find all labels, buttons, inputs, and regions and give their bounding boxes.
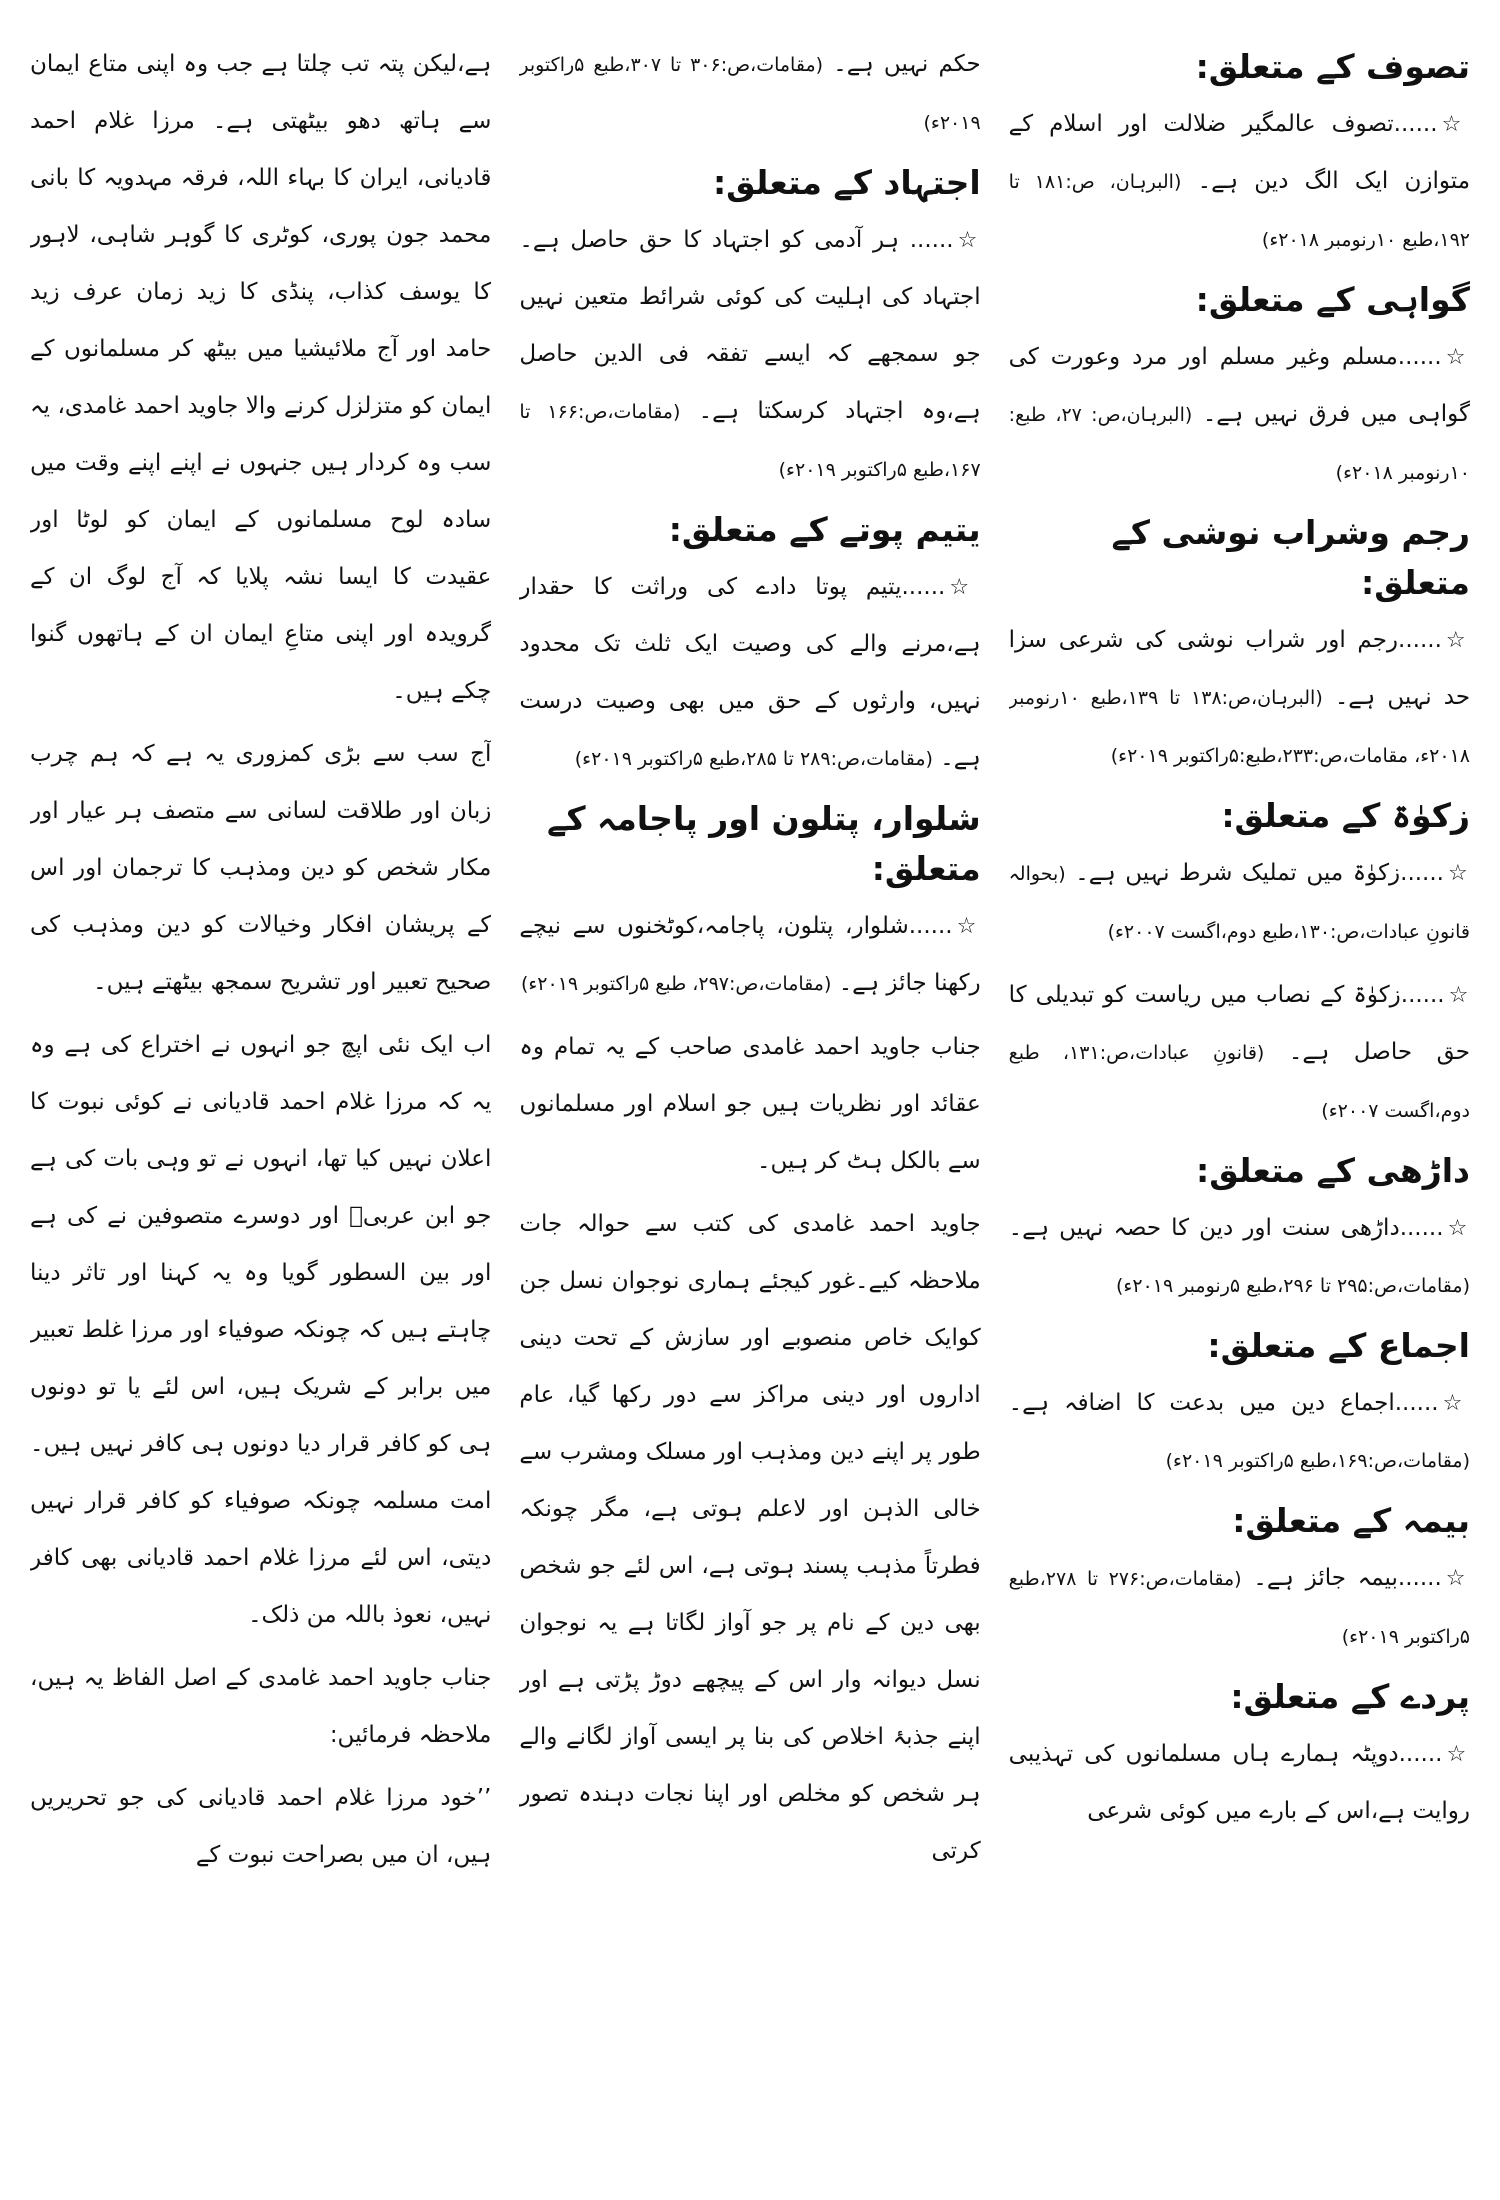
paragraph xyxy=(519,1019,980,1190)
citation: (قانونِ عبادات،ص:۱۳۱، طبع دوم،اگست ۲۰۰۷ء) xyxy=(1008,1042,1470,1122)
star-icon: ☆ xyxy=(949,575,981,600)
star-icon: ☆ xyxy=(1445,345,1470,370)
star-icon: ☆ xyxy=(1448,983,1470,1008)
paragraph-text: حکم نہیں ہے۔ xyxy=(833,51,981,77)
paragraph xyxy=(1009,845,1470,961)
star-icon: ☆ xyxy=(1442,1391,1470,1416)
paragraph xyxy=(30,36,491,720)
citation: (مقامات،ص:۲۷۶ تا ۲۷۸،طبع ۵راکتوبر ۲۰۱۹ء) xyxy=(1008,1568,1470,1648)
section-heading: پردے کے متعلق: xyxy=(1230,1677,1470,1716)
paragraph-text: ہے،لیکن پتہ تب چلتا ہے جب وہ اپنی متاع ایمان سے ہاتھ دھو بیٹھتی ہے۔ مرزا غلام احمد قادیانی، ایران کا بہاء اللہ، فرقہ مہدویہ کا بانی محمد جون پوری، کوٹری کا گوہر شاہی، لاہور کا یوسف کذاب، پنڈی کا زید زمان عرف زید حامد اور آج ملائیشیا میں بیٹھ کر مسلمانوں کے ایمان کو متزلزل کرنے والا جاوید احمد غامدی، یہ سب وہ کردار ہیں جنہوں نے اپنے اپنے وقت میں سادہ لوح مسلمانوں کے ایمان کو لوٹا اور عقیدت کا ایسا نشہ پلایا کہ آج لوگ ان کے گرویدہ اور اپنی متاعِ ایمان ان کے ہاتھوں گنوا چکے ہیں۔ xyxy=(30,51,492,704)
paragraph-text: ......زکوٰۃ کے نصاب میں ریاست کو تبدیلی کا حق حاصل ہے۔ xyxy=(1008,982,1470,1065)
citation: (مقامات،ص:۱۶۹،طبع ۵راکتوبر ۲۰۱۹ء) xyxy=(1165,1450,1470,1472)
column-left xyxy=(30,36,491,2180)
section-heading: گواہی کے متعلق: xyxy=(1195,280,1470,319)
star-icon: ☆ xyxy=(1445,628,1470,653)
paragraph xyxy=(30,1017,491,1644)
paragraph-text: جناب جاوید احمد غامدی کے اصل الفاظ یہ ہیں، ملاحظہ فرمائیں: xyxy=(30,1665,492,1748)
column-right xyxy=(1009,36,1470,2180)
paragraph-text: ......یتیم پوتا دادے کی وراثت کا حقدار ہے،مرنے والے کی وصیت ایک ثلث تک محدود نہیں، وارثوں کے حق میں بھی وصیت درست ہے۔ xyxy=(519,574,981,771)
paragraph xyxy=(1009,1550,1470,1666)
citation: (البرہان، ص:۱۸۱ تا ۱۹۲،طبع ۱۰رنومبر ۲۰۱۸ء) xyxy=(1008,171,1470,251)
star-icon: ☆ xyxy=(1445,1566,1470,1591)
star-icon: ☆ xyxy=(1447,1216,1470,1241)
citation: (بحوالہ قانونِ عبادات،ص:۱۳۰،طبع دوم،اگست ۲۰۰۷ء) xyxy=(1008,863,1470,943)
paragraph-text: ......بیمہ جائز ہے۔ xyxy=(1253,1565,1442,1591)
paragraph xyxy=(1009,612,1470,785)
section-heading: رجم وشراب نوشی کے متعلق: xyxy=(1111,513,1470,602)
section-heading: اجماع کے متعلق: xyxy=(1207,1326,1470,1365)
paragraph xyxy=(519,1196,980,1880)
paragraph xyxy=(30,726,491,1011)
star-icon: ☆ xyxy=(1446,1742,1470,1767)
star-icon: ☆ xyxy=(1448,861,1470,886)
paragraph xyxy=(519,898,980,1013)
paragraph-text: ......تصوف عالمگیر ضلالت اور اسلام کے متوازن ایک الگ دین ہے۔ xyxy=(1008,111,1470,194)
paragraph-text: ......شلوار، پتلون، پاجامہ،کوٹخنوں سے نیچے رکھنا جائز ہے۔ xyxy=(519,913,981,996)
paragraph xyxy=(519,559,980,788)
citation: (مقامات،ص:۳۰۶ تا ۳۰۷،طبع ۵راکتوبر ۲۰۱۹ء) xyxy=(519,54,981,134)
section-heading: تصوف کے متعلق: xyxy=(1195,47,1470,86)
star-icon: ☆ xyxy=(956,914,981,939)
paragraph xyxy=(30,1650,491,1764)
paragraph xyxy=(1009,1200,1470,1315)
citation: (مقامات،ص:۲۹۷، طبع ۵راکتوبر ۲۰۱۹ء) xyxy=(520,973,832,995)
paragraph-text: ......اجماع دین میں بدعت کا اضافہ ہے۔ xyxy=(1008,1390,1439,1416)
paragraph-text: ......داڑھی سنت اور دین کا حصہ نہیں ہے۔ xyxy=(1008,1215,1444,1241)
paragraph xyxy=(1009,1726,1470,1840)
paragraph-text: ......زکوٰۃ میں تملیک شرط نہیں ہے۔ xyxy=(1075,860,1444,886)
paragraph xyxy=(1009,967,1470,1140)
paragraph xyxy=(519,36,980,152)
paragraph xyxy=(1009,1375,1470,1490)
section-heading: زکوٰۃ کے متعلق: xyxy=(1221,796,1470,835)
paragraph xyxy=(30,1770,491,1884)
star-icon: ☆ xyxy=(1441,112,1470,137)
section-heading: داڑھی کے متعلق: xyxy=(1196,1151,1470,1190)
citation: (البرہان،ص: ۲۷، طبع: ۱۰رنومبر ۲۰۱۸ء) xyxy=(1008,404,1470,484)
citation: (مقامات،ص:۱۶۶ تا ۱۶۷،طبع ۵راکتوبر ۲۰۱۹ء) xyxy=(519,401,981,481)
star-icon: ☆ xyxy=(957,228,981,253)
paragraph-text: ......دوپٹہ ہمارے ہاں مسلمانوں کی تہذیبی روایت ہے،اس کے بارے میں کوئی شرعی xyxy=(1008,1741,1470,1824)
paragraph-text: ......رجم اور شراب نوشی کی شرعی سزا حد نہیں ہے۔ xyxy=(1008,627,1470,710)
section-heading: شلوار، پتلون اور پاجامہ کے متعلق: xyxy=(546,799,981,888)
paragraph xyxy=(519,212,980,499)
paragraph-text: ......مسلم وغیر مسلم اور مرد وعورت کی گواہی میں فرق نہیں ہے۔ xyxy=(1008,344,1470,427)
paragraph xyxy=(1009,96,1470,269)
citation: (مقامات،ص:۲۹۵ تا ۲۹۶،طبع ۵رنومبر ۲۰۱۹ء) xyxy=(1115,1275,1470,1297)
paragraph-text: ...... ہر آدمی کو اجتہاد کا حق حاصل ہے۔اجتہاد کی اہلیت کی کوئی شرائط متعین نہیں جو سمجھے کہ ایسے تفقہ فی الدین حاصل ہے،وہ اجتہاد کرسکتا ہے۔ xyxy=(519,227,981,424)
paragraph-text: جناب جاوید احمد غامدی صاحب کے یہ تمام وہ عقائد اور نظریات ہیں جو اسلام اور مسلمانوں سے بالکل ہٹ کر ہیں۔ xyxy=(519,1034,981,1174)
citation: (البرہان،ص:۱۳۸ تا ۱۳۹،طبع ۱۰رنومبر ۲۰۱۸ء، مقامات،ص:۲۳۳،طبع:۵راکتوبر ۲۰۱۹ء) xyxy=(1008,687,1470,767)
paragraph-text: آج سب سے بڑی کمزوری یہ ہے کہ ہم چرب زبان اور طلاقت لسانی سے متصف ہر عیار اور مکار شخص کو دین ومذہب کا ترجمان اور اس کے پریشان افکار وخیالات کو دین ومذہب کی صحیح تعبیر اور تشریح سمجھ بیٹھتے ہیں۔ xyxy=(30,741,492,995)
paragraph-text: ’’خود مرزا غلام احمد قادیانی کی جو تحریریں ہیں، ان میں بصراحت نبوت کے xyxy=(30,1785,492,1868)
section-heading: بیمہ کے متعلق: xyxy=(1232,1501,1470,1540)
citation: (مقامات،ص:۲۸۹ تا ۲۸۵،طبع ۵راکتوبر ۲۰۱۹ء) xyxy=(574,748,933,770)
paragraph-text: اب ایک نئی اپچ جو انہوں نے اختراع کی ہے وہ یہ کہ مرزا غلام احمد قادیانی نے کوئی نبوت کا اعلان نہیں کیا تھا، انہوں نے تو وہی بات کی ہے جو ابن عربیؒ اور دوسرے متصوفین نے کی ہے اور بین السطور گویا وہ یہ کہنا اور تاثر دینا چاہتے ہیں کہ چونکہ صوفیاء اور مرزا غلط تعبیر میں برابر کے شریک ہیں، اس لئے یا تو دونوں ہی کو کافر قرار دیا دونوں ہی کافر نہیں ہیں۔ امت مسلمہ چونکہ صوفیاء کو کافر قرار نہیں دیتی، اس لئے مرزا غلام احمد قادیانی بھی کافر نہیں، نعوذ باللہ من ذلک۔ xyxy=(30,1032,492,1628)
paragraph xyxy=(1009,329,1470,502)
column-middle xyxy=(519,36,980,2180)
section-heading: یتیم پوتے کے متعلق: xyxy=(668,510,981,549)
paragraph-text: جاوید احمد غامدی کی کتب سے حوالہ جات ملاحظہ کیے۔غور کیجئے ہماری نوجوان نسل جن کوایک خاص منصوبے اور سازش کے تحت دینی اداروں اور دینی مراکز سے دور رکھا گیا، عام طور پر اپنے دین ومذہب اور مسلک ومشرب سے خالی الذہن اور لاعلم ہوتی ہے، مگر چونکہ فطرتاً مذہب پسند ہوتی ہے، اس لئے جو شخص بھی دین کے نام پر جو آواز لگاتا ہے یہ نوجوان نسل دیوانہ وار اس کے پیچھے دوڑ پڑتی ہے اور اپنے جذبۂ اخلاص کی بنا پر ایسی آواز لگانے والے ہر شخص کو مخلص اور اپنا نجات دہندہ تصور کرتی xyxy=(519,1211,981,1864)
section-heading: اجتہاد کے متعلق: xyxy=(712,163,981,202)
